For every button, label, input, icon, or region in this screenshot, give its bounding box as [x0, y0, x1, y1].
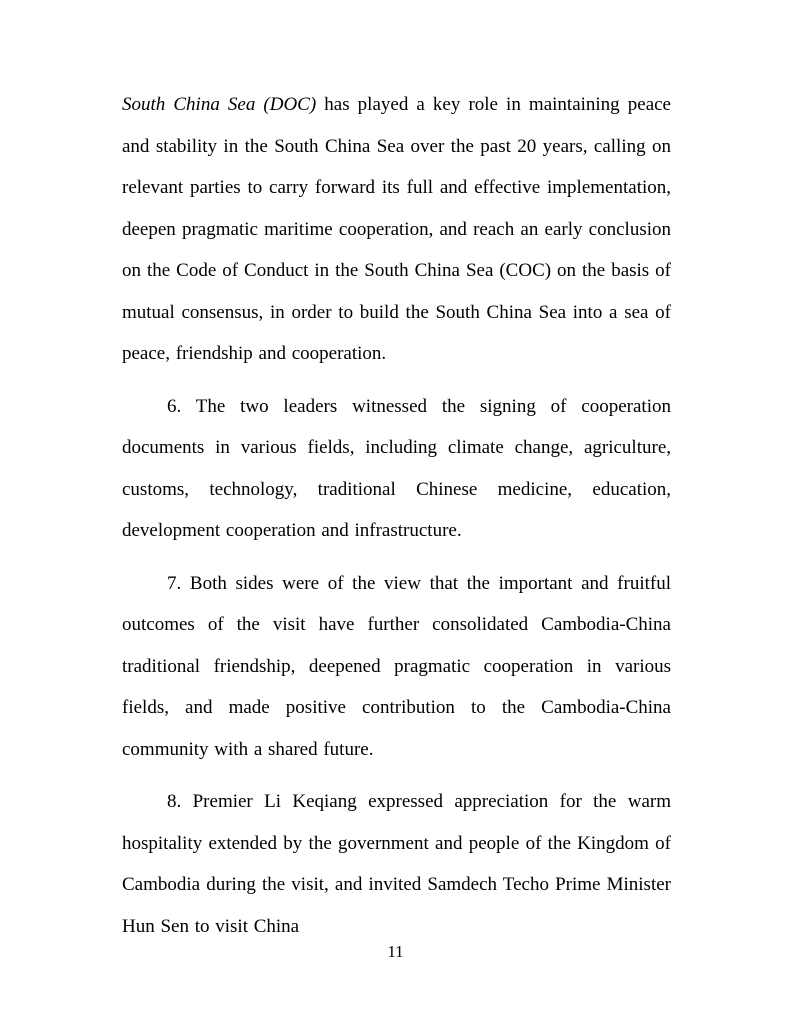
paragraph	[122, 781, 671, 947]
text-run: 8. Premier Li Keqiang expressed appreciation for the warm hospitality extended by the government and people of the Kingdom of Cambodia during the visit, and invited Samdech Techo Prime Minister Hun Sen to visit China	[122, 791, 671, 937]
paragraph	[122, 563, 671, 771]
page-number: 11	[387, 942, 404, 961]
document-body	[122, 84, 671, 958]
paragraph	[122, 386, 671, 552]
text-run: 7. Both sides were of the view that the important and fruitful outcomes of the visit have further consolidated Cambodia-China traditional friendship, deepened pragmatic cooperation in various fields, and made positive contribution to the Cambodia-China community with a shared future.	[122, 572, 671, 760]
text-run: has played a key role in maintaining peace and stability in the South China Sea over the past 20 years, calling on relevant parties to carry forward its full and effective implementation, deepen pragmatic maritime cooperation, and reach an early conclusion on the Code of Conduct in the South China Sea (COC) on the basis of mutual consensus, in order to build the South China Sea into a sea of peace, friendship and cooperation.	[122, 94, 671, 364]
text-run: 6. The two leaders witnessed the signing of cooperation documents in various fields, including climate change, agriculture, customs, technology, traditional Chinese medicine, education, development cooperation and infrastructure.	[122, 395, 671, 541]
paragraph	[122, 84, 671, 375]
italic-text-run: South China Sea (DOC)	[122, 94, 317, 115]
